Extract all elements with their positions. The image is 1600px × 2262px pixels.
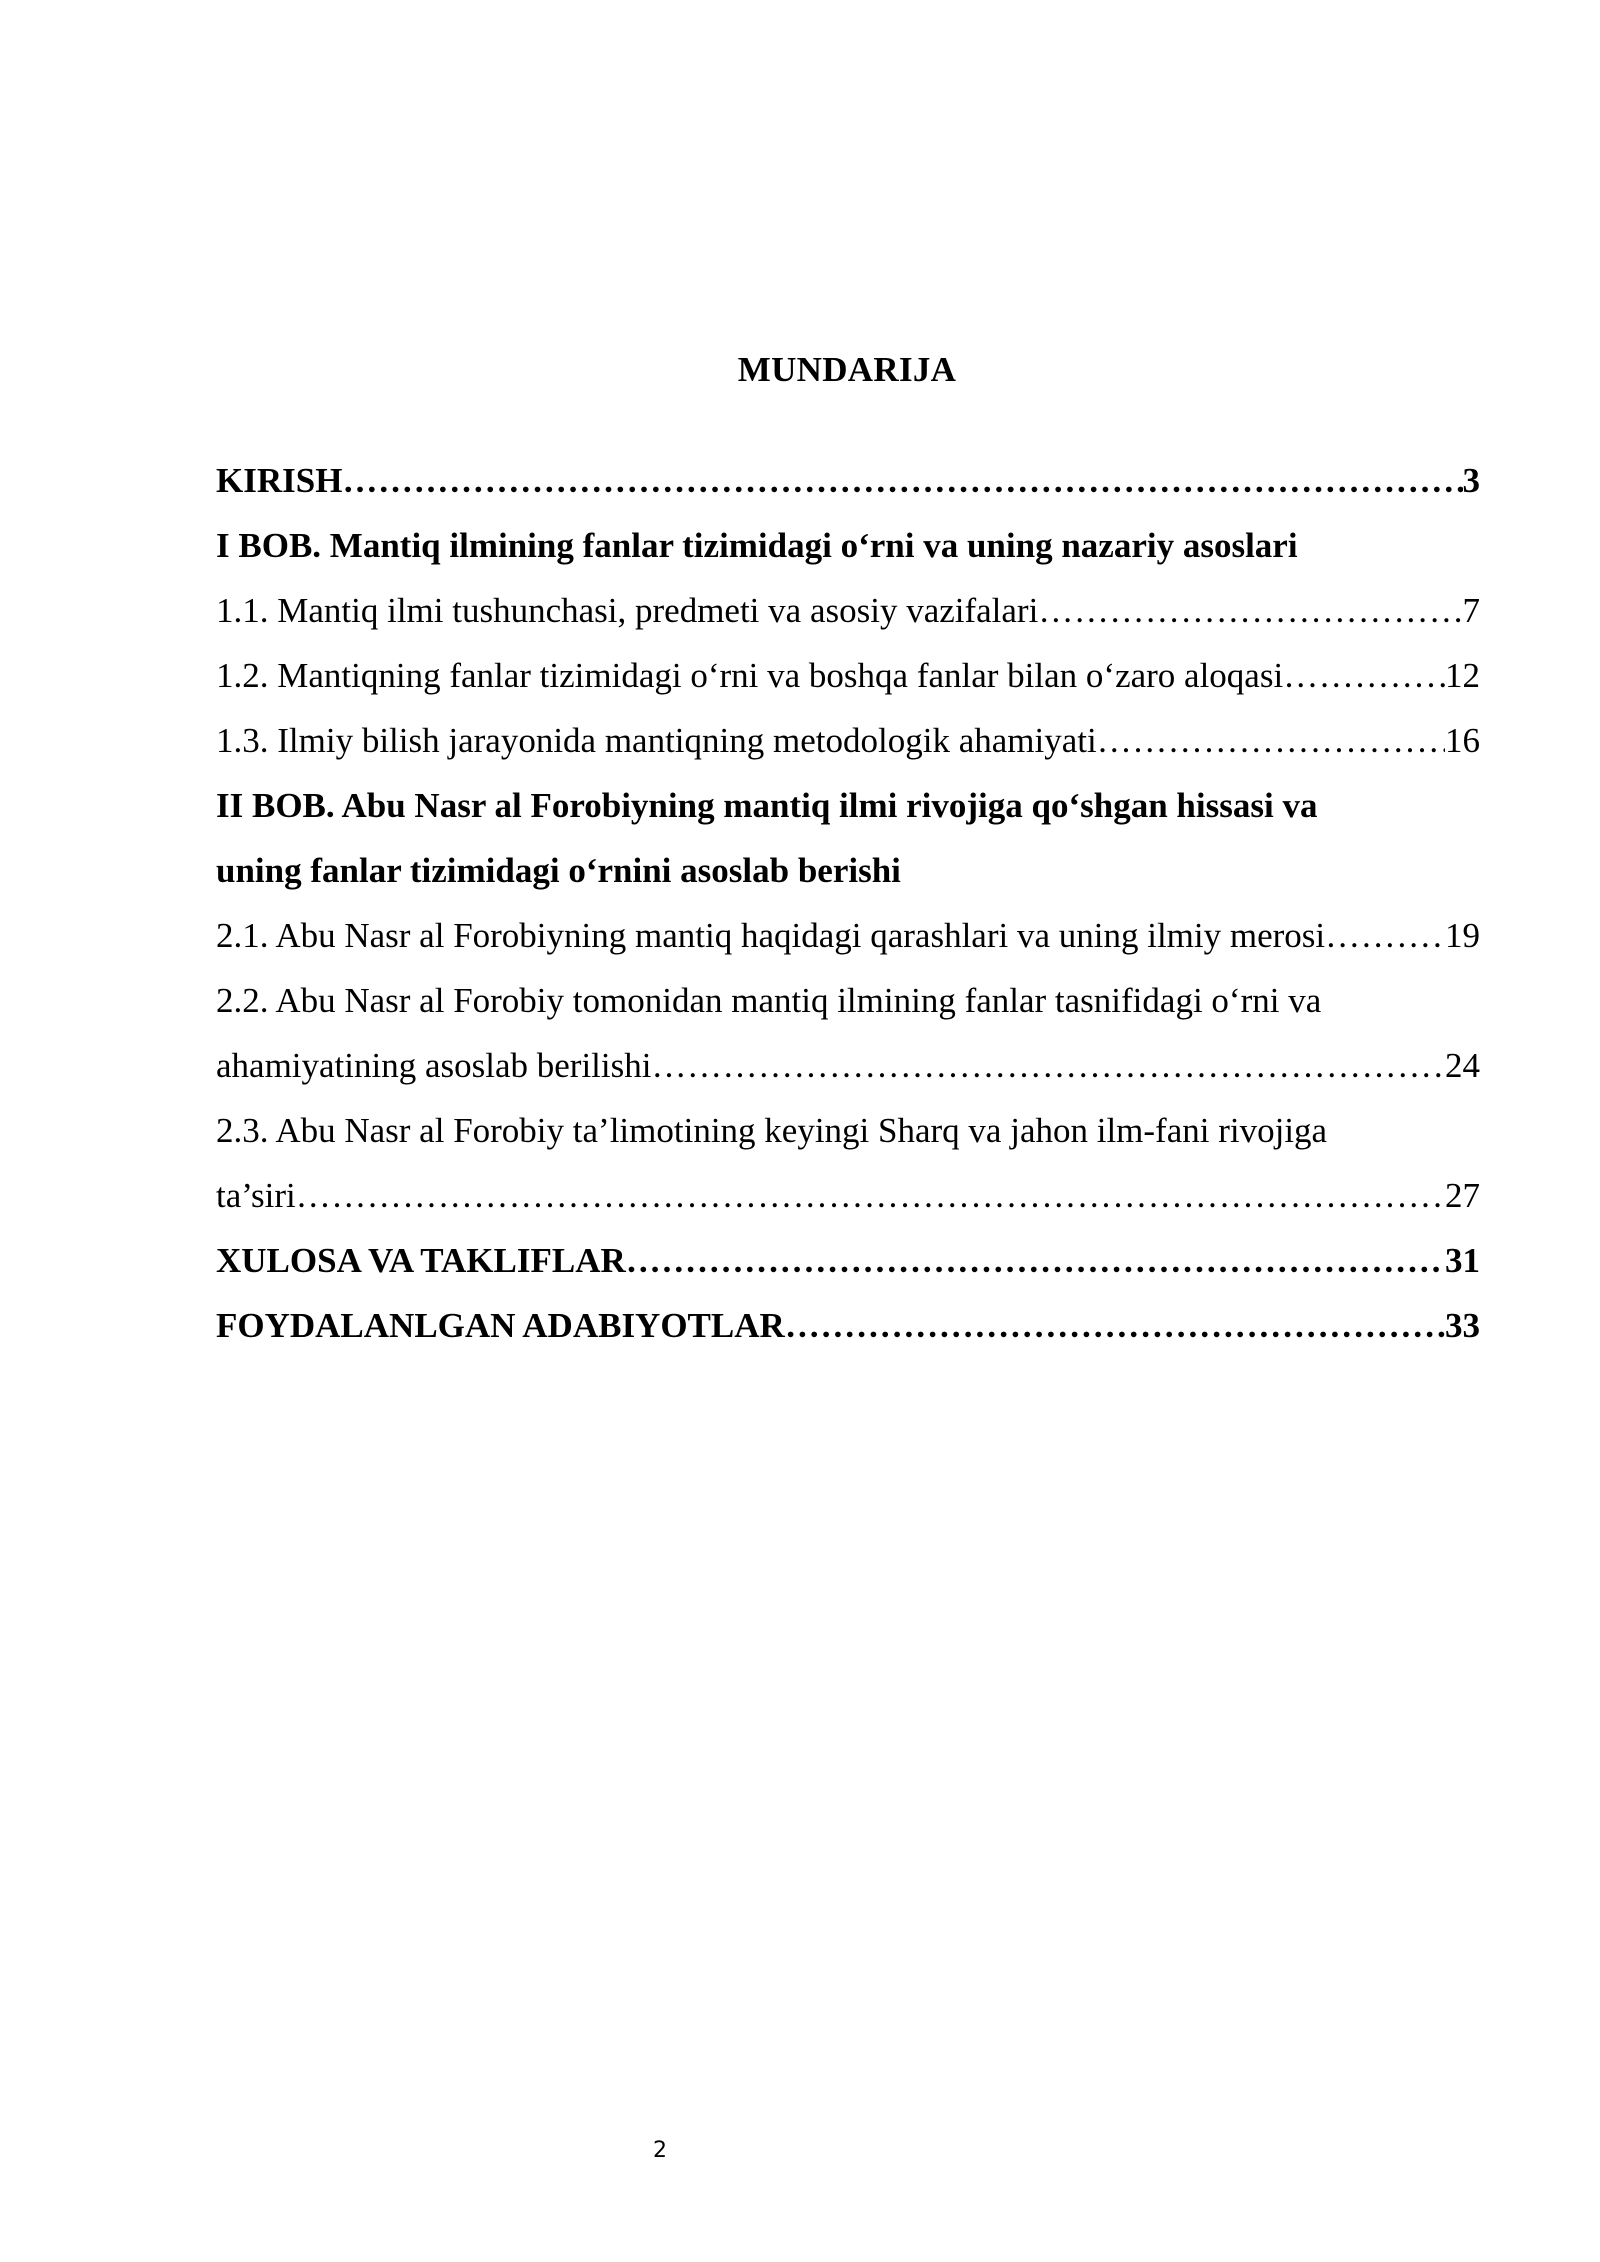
toc-entry-page: 19: [1445, 916, 1480, 955]
toc-leader-dots: [1325, 903, 1445, 968]
toc-entry-2-3-continued[interactable]: [216, 1163, 1480, 1228]
toc-entry-page: 12: [1445, 656, 1480, 695]
page-number: 2: [653, 2138, 667, 2163]
toc-entry-label: XULOSA VA TAKLIFLAR: [216, 1241, 626, 1280]
toc-entry-1-1[interactable]: [216, 578, 1480, 643]
toc-entry-page: 3: [1462, 461, 1480, 500]
toc-leader-dots: [785, 1293, 1445, 1358]
toc-leader-dots: [1097, 708, 1445, 773]
toc-entry-page: 27: [1445, 1176, 1480, 1215]
toc-entry-page: 7: [1462, 591, 1480, 630]
toc-entry-2-2[interactable]: [216, 968, 1480, 1033]
page-title: MUNDARIJA: [737, 350, 957, 389]
toc-entry-references[interactable]: [216, 1293, 1480, 1358]
toc-entry-1-3[interactable]: [216, 708, 1480, 773]
table-of-contents: [216, 448, 1480, 1358]
toc-entry-page: 31: [1445, 1241, 1480, 1280]
toc-entry-page: 24: [1445, 1046, 1480, 1085]
toc-entry-2-1[interactable]: [216, 903, 1480, 968]
toc-chapter-label-line-2: uning fanlar tizimidagi o‘rnini asoslab berishi: [216, 851, 901, 890]
toc-chapter-2-heading-continued[interactable]: [216, 838, 1480, 903]
toc-chapter-label-line-1: II BOB. Abu Nasr al Forobiyning mantiq ilmi rivojiga qo‘shgan hissasi va: [216, 786, 1318, 825]
toc-leader-dots: [296, 1163, 1445, 1228]
toc-leader-dots: [651, 1033, 1445, 1098]
toc-entry-label: KIRISH: [216, 461, 343, 500]
toc-entry-label: 1.2. Mantiqning fanlar tizimidagi o‘rni va boshqa fanlar bilan o‘zaro aloqasi: [216, 656, 1284, 695]
toc-entry-page: 16: [1445, 721, 1480, 760]
toc-chapter-2-heading[interactable]: [216, 773, 1480, 838]
toc-entry-label-line-1: 2.3. Abu Nasr al Forobiy ta’limotining keyingi Sharq va jahon ilm-fani rivojiga: [216, 1111, 1328, 1150]
toc-entry-label-line-2: ahamiyatining asoslab berilishi: [216, 1046, 652, 1085]
toc-chapter-label: I BOB. Mantiq ilmining fanlar tizimidagi o‘rni va uning nazariy asoslari: [216, 526, 1298, 565]
toc-entry-2-2-continued[interactable]: [216, 1033, 1480, 1098]
toc-entry-label: 1.3. Ilmiy bilish jarayonida mantiqning metodologik ahamiyati: [216, 721, 1097, 760]
toc-entry-conclusion[interactable]: [216, 1228, 1480, 1293]
toc-entry-label-line-1: 2.2. Abu Nasr al Forobiy tomonidan mantiq ilmining fanlar tasnifidagi o‘rni va: [216, 981, 1322, 1020]
toc-chapter-1-heading[interactable]: [216, 513, 1480, 578]
toc-leader-dots: [626, 1228, 1445, 1293]
toc-leader-dots: [342, 448, 1462, 513]
toc-entry-label: 2.1. Abu Nasr al Forobiyning mantiq haqidagi qarashlari va uning ilmiy merosi: [216, 916, 1326, 955]
toc-entry-page: 33: [1445, 1306, 1480, 1345]
toc-leader-dots: [1038, 578, 1462, 643]
toc-entry-label: FOYDALANLGAN ADABIYOTLAR: [216, 1306, 785, 1345]
toc-leader-dots: [1283, 643, 1445, 708]
toc-entry-intro[interactable]: [216, 448, 1480, 513]
toc-entry-2-3[interactable]: [216, 1098, 1480, 1163]
toc-entry-label-line-2: ta’siri: [216, 1176, 296, 1215]
toc-entry-label: 1.1. Mantiq ilmi tushunchasi, predmeti va asosiy vazifalari: [216, 591, 1039, 630]
toc-entry-1-2[interactable]: [216, 643, 1480, 708]
